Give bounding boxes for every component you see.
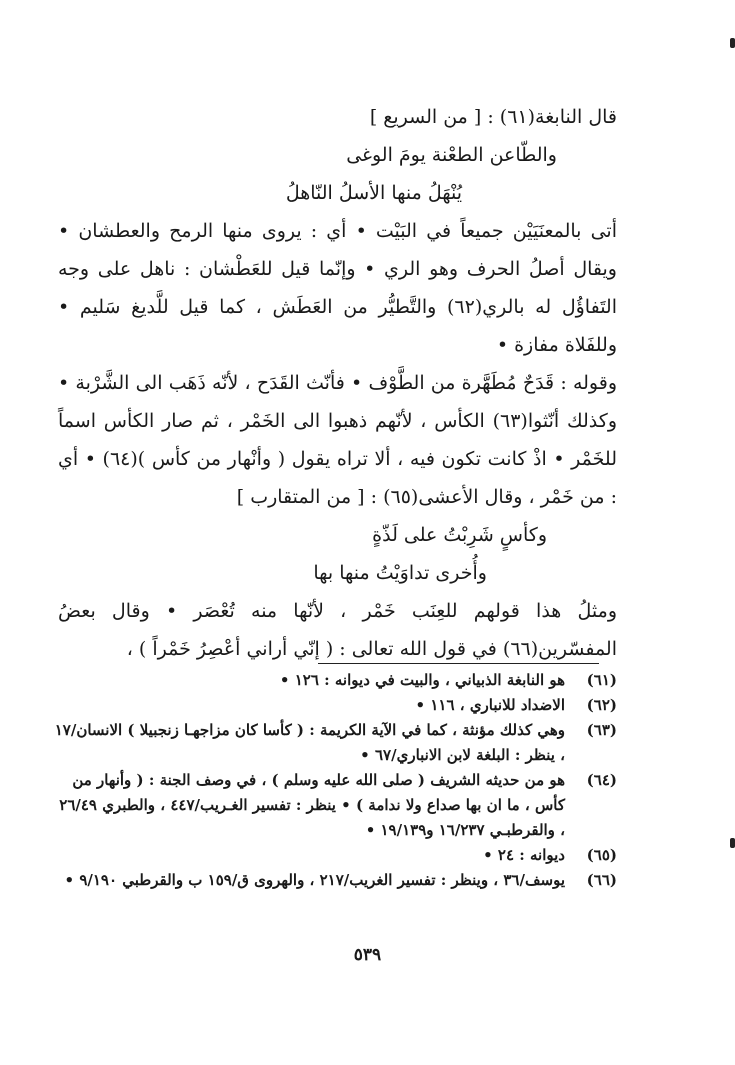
- footnote-number: (٦١): [586, 671, 617, 689]
- footnote: [52, 843, 617, 868]
- main-text: [58, 98, 617, 668]
- page-number: ٥٣٩: [353, 945, 382, 965]
- footnote-text: الاضداد للانباري ، ١١٦ •: [415, 696, 565, 714]
- footnote-number: (٦٢): [586, 696, 617, 714]
- footnote-text: وهي كذلك مؤنثة ، كما في الآية الكريمة : ( كأسا كان مزاجهـا زنجبيلا ) الانسان/١٧ ، ينظر : البلغة لابن الانباري/٦٧ •: [54, 721, 565, 764]
- footnote-number: (٦٣): [586, 721, 617, 739]
- footnote: [52, 768, 617, 843]
- paragraph: وقوله : قَدَحٌ مُطَهَّرة من الطَّوْف • فأنّث القَدَح ، لأنّه ذَهَب الى الشَّرْبة • وكذلك أنّثوا(٦٣) الكأس ، لأنّهم ذهبوا الى الخَمْر ، ثم صار الكأس اسماً للخَمْر • اذْ كانت تكون فيه ، ألا تراه يقول ( وأنْهار من كأس )(٦٤) • أي : من خَمْر ، وقال الأعشى(٦٥) : [ من المتقارب ]: [58, 372, 617, 508]
- paragraph: أتى بالمعنَيَيْن جميعاً في البَيْت • أي : يروى منها الرمح والعطشان • ويقال أصلُ الحرف وهو الري • وإنّما قيل للعَطْشان : ناهل على وجه التَفاؤُل له بالري(٦٢) والتَّطيُّر من العَطَش ، كما قيل للَّديغ سَليم • وللفَلاة مفازة •: [58, 220, 617, 356]
- footnote-number: (٦٦): [586, 871, 617, 889]
- footnotes: [52, 668, 617, 893]
- footnote: [52, 693, 617, 718]
- footnote-number: (٦٥): [586, 846, 617, 864]
- margin-edge-mark: [730, 38, 735, 48]
- footnote-text: هو النابغة الذبياني ، والبيت في ديوانه : ١٢٦ •: [279, 671, 565, 689]
- footnote-divider: [318, 663, 599, 664]
- footnote-text: ديوانه : ٢٤ •: [483, 846, 565, 864]
- verse-line: وأُخرى تداوَيْتُ منها بها: [313, 562, 487, 584]
- paragraph: ومثلُ هذا قولهم للعِنَب خَمْر ، لأنّها منه تُعْصَر • وقال بعضُ المفسّرين(٦٦) في قول الله تعالى : ( إنّي أراني أعْصِرُ خَمْراً ) ،: [58, 600, 617, 660]
- footnote: [52, 868, 617, 893]
- verse-line: والطّاعن الطعْنة يومَ الوغى: [346, 144, 557, 166]
- footnote: [52, 668, 617, 693]
- intro-line: قال النابغة(٦١) : [ من السريع ]: [369, 106, 617, 128]
- verse-line: يُنْهَلُ منها الأسلُ النّاهلُ: [285, 182, 462, 204]
- footnote-text: هو من حديثه الشريف ( صلى الله عليه وسلم ) ، في وصف الجنة : ( وأنهار من كأس ، ما ان بها صداع ولا ندامة ) • ينظر : تفسير الغـريب/٤٤٧ ، والطبري ٢٦/٤٩ ، والقرطبـي ١٦/٢٣٧ و١٩/١٣٩ •: [59, 771, 565, 839]
- footnote-text: يوسف/٣٦ ، وينظر : تفسير الغريب/٢١٧ ، والهروى ق/١٥٩ ب والقرطبي ٩/١٩٠ •: [64, 871, 565, 889]
- footnote: [52, 718, 617, 768]
- verse-line: وكأسٍ شَرِبْتُ على لَذّةٍ: [372, 524, 547, 546]
- footnote-number: (٦٤): [586, 771, 617, 789]
- margin-edge-mark: [730, 838, 735, 848]
